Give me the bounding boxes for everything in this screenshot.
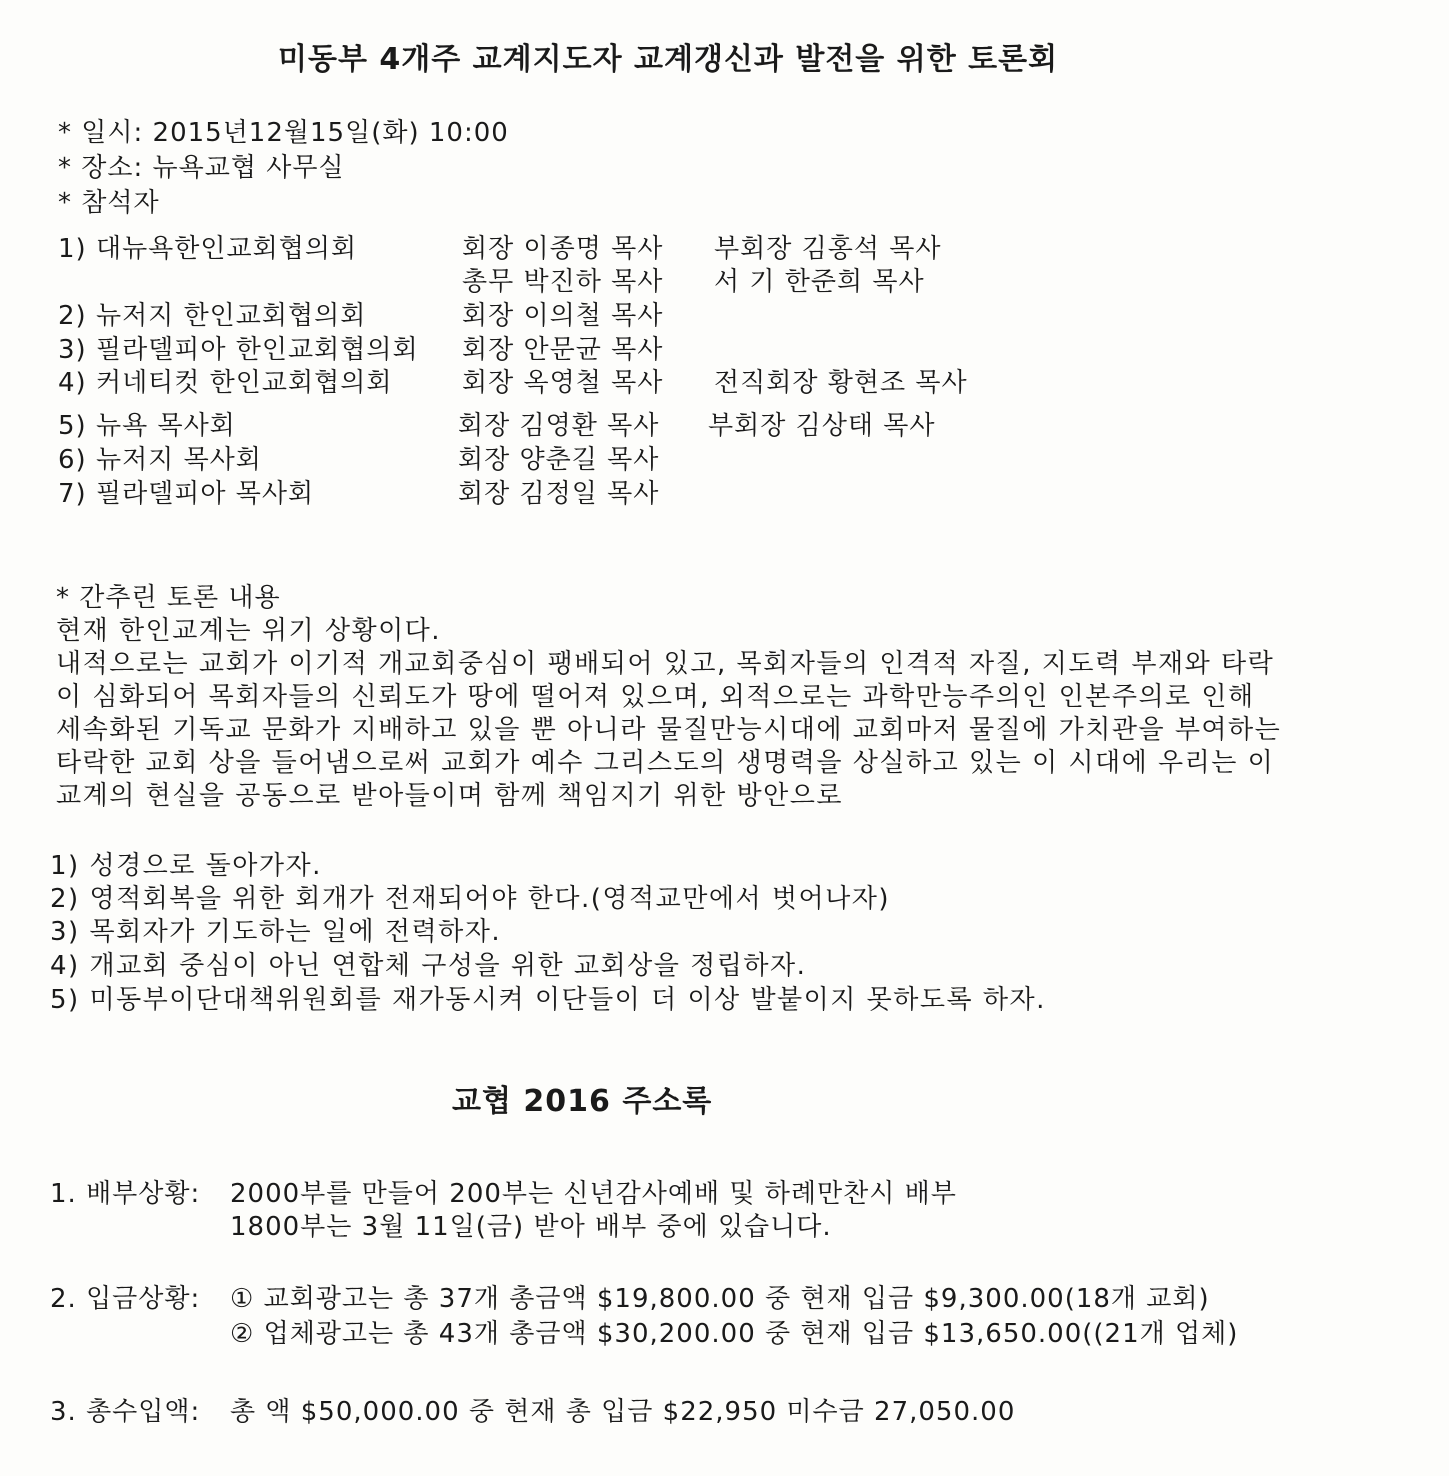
attendees-label: * 참석자 (58, 188, 160, 218)
attendee-secondary: 부회장 김홍석 목사 (714, 234, 942, 264)
deposit-label: 2. 입금상황: (50, 1284, 201, 1314)
directory-title: 교협 2016 주소록 (452, 1084, 713, 1119)
resolution-item: 2) 영적회복을 위한 회개가 전재되어야 한다.(영적교만에서 벗어나자) (50, 884, 890, 914)
total-label: 3. 총수입액: (50, 1397, 201, 1427)
attendee-org: 4) 커네티컷 한인교회협의회 (58, 368, 393, 398)
resolution-item: 1) 성경으로 돌아가자. (50, 851, 322, 881)
attendee-primary: 총무 박진하 목사 (462, 267, 664, 297)
attendee-primary: 회장 김영환 목사 (458, 411, 660, 441)
attendee-org: 5) 뉴욕 목사회 (58, 411, 236, 441)
meeting-date: * 일시: 2015년12월15일(화) 10:00 (58, 118, 509, 148)
attendee-org: 7) 필라델피아 목사회 (58, 479, 315, 509)
attendee-secondary: 서 기 한준희 목사 (714, 267, 925, 297)
attendee-primary: 회장 이의철 목사 (462, 301, 664, 331)
page-title: 미동부 4개주 교계지도자 교계갱신과 발전을 위한 토론회 (278, 42, 1059, 77)
total-line: 총 액 $50,000.00 중 현재 총 입금 $22,950 미수금 27,050.00 (230, 1397, 1016, 1427)
deposit-line: ② 업체광고는 총 43개 총금액 $30,200.00 중 현재 입금 $13,650.00((21개 업체) (230, 1319, 1239, 1349)
attendee-primary: 회장 안문균 목사 (462, 335, 664, 365)
distribution-line: 1800부는 3월 11일(금) 받아 배부 중에 있습니다. (230, 1212, 832, 1242)
distribution-line: 2000부를 만들어 200부는 신년감사예배 및 하례만찬시 배부 (230, 1179, 957, 1209)
summary-line: 타락한 교회 상을 들어냄으로써 교회가 예수 그리스도의 생명력을 상실하고 있는 이 시대에 우리는 이 (56, 748, 1275, 778)
summary-line: 내적으로는 교회가 이기적 개교회중심이 팽배되어 있고, 목회자들의 인격적 자질, 지도력 부재와 타락 (56, 649, 1275, 679)
summary-line: 이 심화되어 목회자들의 신뢰도가 땅에 떨어져 있으며, 외적으로는 과학만능주의인 인본주의로 인해 (56, 682, 1255, 712)
summary-label: * 간추린 토론 내용 (56, 583, 281, 613)
attendee-org: 2) 뉴저지 한인교회협의회 (58, 301, 367, 331)
resolution-item: 3) 목회자가 기도하는 일에 전력하자. (50, 917, 502, 947)
summary-line: 세속화된 기독교 문화가 지배하고 있을 뿐 아니라 물질만능시대에 교회마저 물질에 가치관을 부여하는 (56, 715, 1282, 745)
attendee-org: 6) 뉴저지 목사회 (58, 445, 262, 475)
resolution-item: 4) 개교회 중심이 아닌 연합체 구성을 위한 교회상을 정립하자. (50, 951, 807, 981)
attendee-primary: 회장 양춘길 목사 (458, 445, 660, 475)
attendee-org: 3) 필라델피아 한인교회협의회 (58, 335, 419, 365)
summary-line: 교계의 현실을 공동으로 받아들이며 함께 책임지기 위한 방안으로 (56, 781, 843, 811)
deposit-line: ① 교회광고는 총 37개 총금액 $19,800.00 중 현재 입금 $9,300.00(18개 교회) (230, 1284, 1210, 1314)
summary-line: 현재 한인교계는 위기 상황이다. (56, 616, 442, 646)
attendee-primary: 회장 김정일 목사 (458, 479, 660, 509)
attendee-primary: 회장 이종명 목사 (462, 234, 664, 264)
attendee-org: 1) 대뉴욕한인교회협의회 (58, 234, 358, 264)
attendee-secondary: 전직회장 황현조 목사 (714, 368, 968, 398)
attendee-secondary: 부회장 김상태 목사 (708, 411, 936, 441)
attendee-primary: 회장 옥영철 목사 (462, 368, 664, 398)
meeting-place: * 장소: 뉴욕교협 사무실 (58, 153, 345, 183)
resolution-item: 5) 미동부이단대책위원회를 재가동시켜 이단들이 더 이상 발붙이지 못하도록 하자. (50, 985, 1046, 1015)
distribution-label: 1. 배부상황: (50, 1179, 201, 1209)
